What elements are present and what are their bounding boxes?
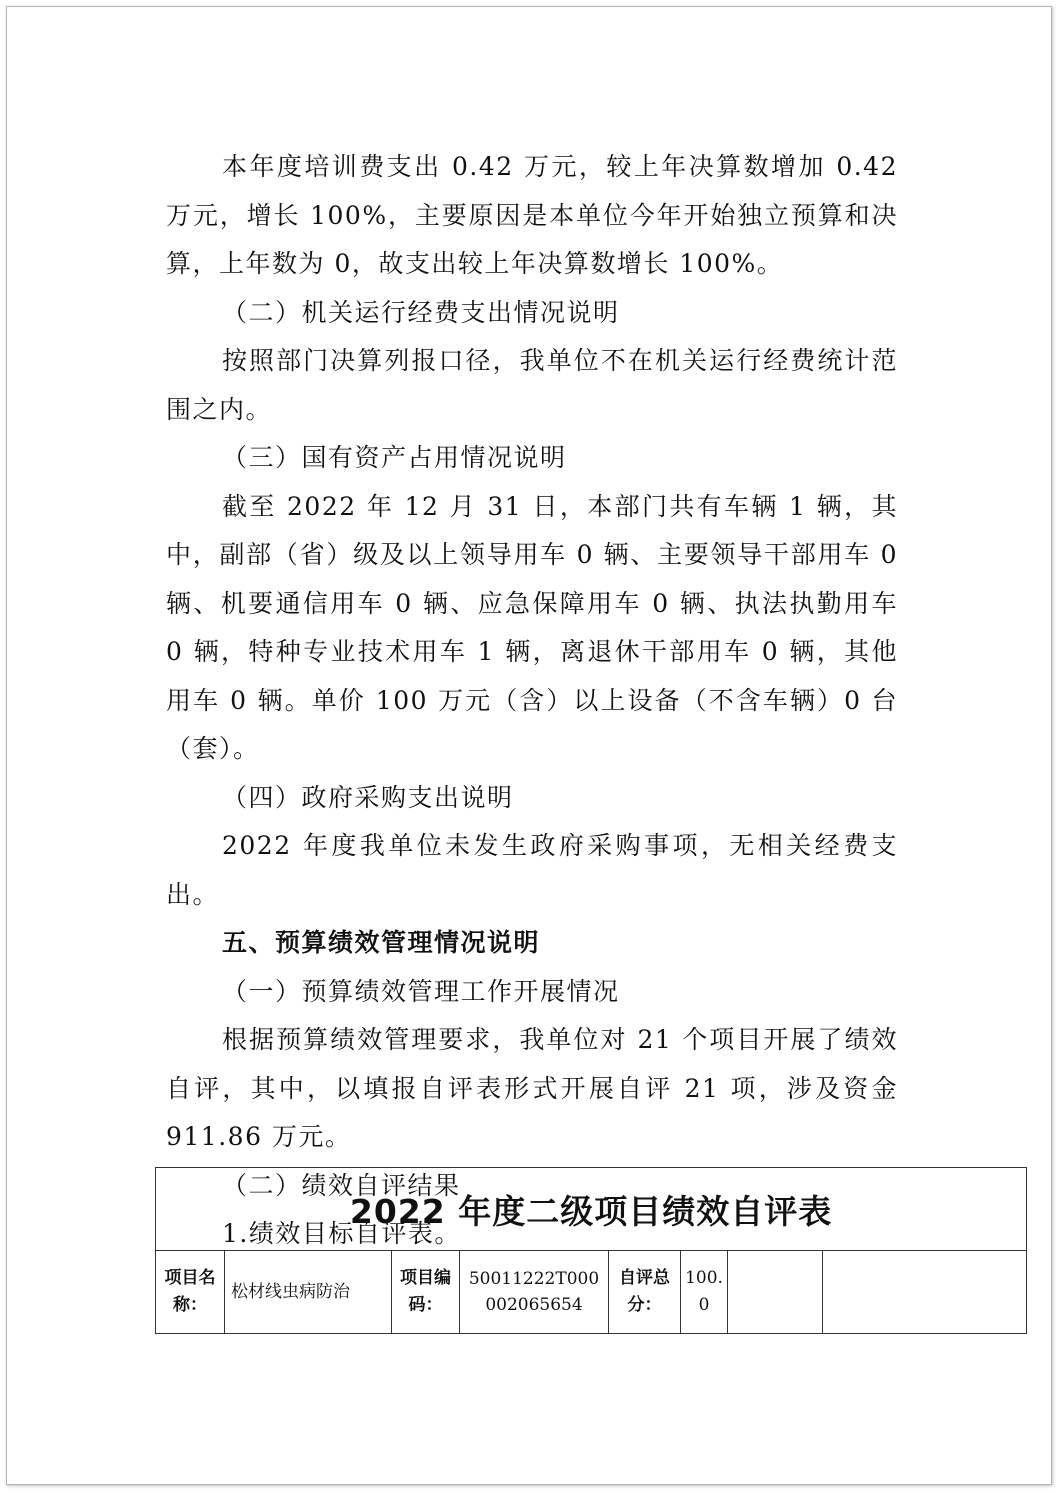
project-code-label: 项目编码： — [392, 1251, 460, 1334]
section-heading-performance: 五、预算绩效管理情况说明 — [222, 928, 541, 957]
subheading-self-eval-results: （二）绩效自评结果 — [222, 1170, 461, 1200]
empty-cell — [728, 1251, 823, 1334]
paragraph-operating-costs: 按照部门决算列报口径，我单位不在机关运行经费统计范围之内。 — [166, 346, 898, 424]
project-code-value: 50011222T000002065654 — [460, 1251, 609, 1334]
score-value: 100.0 — [681, 1251, 728, 1334]
table-row — [156, 1251, 1027, 1334]
table-title: 2022 年度二级项目绩效自评表 — [156, 1168, 1027, 1251]
self-evaluation-table — [155, 1167, 1027, 1334]
subheading-state-assets: （三）国有资产占用情况说明 — [222, 443, 567, 472]
project-name-label: 项目名称： — [156, 1251, 225, 1334]
empty-cell — [823, 1251, 1027, 1334]
paragraph-training-fee: 本年度培训费支出 0.42 万元，较上年决算数增加 0.42 万元，增长 100%，主要原因是本单位今年开始独立预算和决算，上年数为 0，故支出较上年决算数增长 100%。 — [166, 152, 898, 278]
subheading-performance-work: （一）预算绩效管理工作开展情况 — [222, 976, 620, 1006]
paragraph-procurement: 2022 年度我单位未发生政府采购事项，无相关经费支出。 — [166, 831, 898, 909]
paragraph-state-assets: 截至 2022 年 12 月 31 日，本部门共有车辆 1 辆，其中，副部（省）级及以上领导用车 0 辆、主要领导干部用车 0 辆、机要通信用车 0 辆、应急保障用车 0 辆、执法执勤用车 0 辆，特种专业技术用车 1 辆，离退休干部用车 0 辆，其他用车 0 辆。单价 100 万元（含）以上设备（不含车辆）0 台（套）。 — [166, 491, 898, 763]
document-body — [166, 143, 898, 1259]
paragraph-self-eval-table-intro: 1.绩效目标自评表。 — [222, 1219, 461, 1248]
subheading-procurement: （四）政府采购支出说明 — [222, 782, 514, 812]
subheading-operating-costs: （二）机关运行经费支出情况说明 — [222, 297, 620, 327]
score-label: 自评总分： — [609, 1251, 681, 1334]
paragraph-performance-work: 根据预算绩效管理要求，我单位对 21 个项目开展了绩效自评，其中，以填报自评表形式开展自评 21 项，涉及资金 911.86 万元。 — [166, 1025, 898, 1151]
project-name-value: 松材线虫病防治 — [225, 1251, 392, 1334]
